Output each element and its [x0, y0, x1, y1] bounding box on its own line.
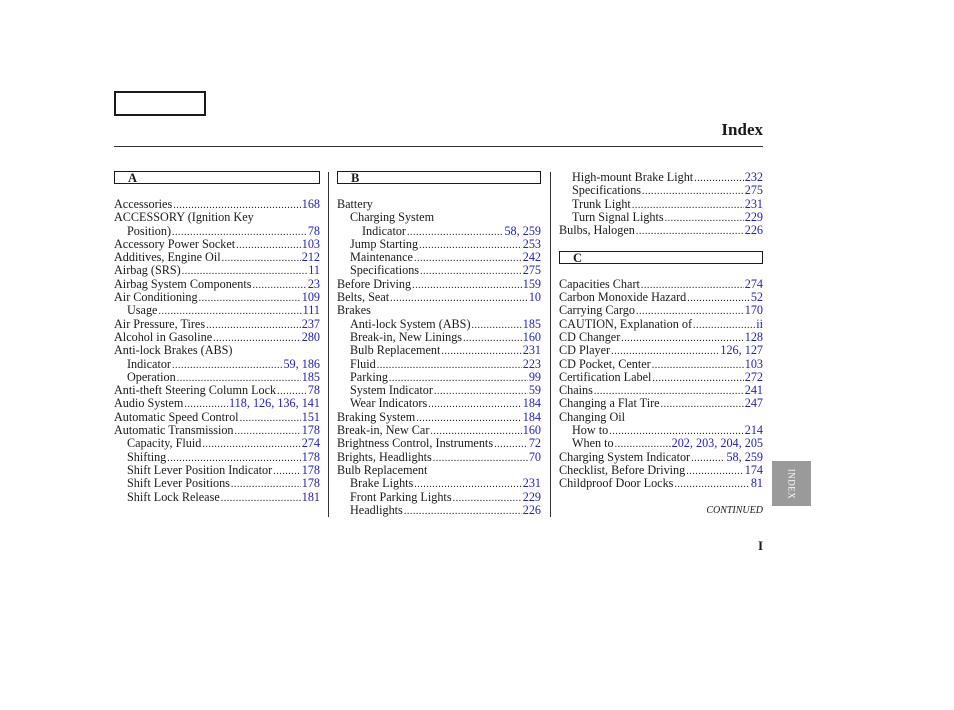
index-entry[interactable] [337, 384, 541, 397]
dot-leader [632, 199, 744, 211]
dot-leader [377, 359, 522, 371]
section-letter-header: B [337, 171, 541, 184]
page-reference-link[interactable]: 242 [522, 251, 541, 265]
dot-leader [273, 465, 301, 477]
header-box [114, 91, 206, 116]
dot-leader [433, 452, 528, 464]
dot-leader [430, 425, 521, 437]
page-title: Index [721, 120, 763, 139]
dot-leader [389, 372, 528, 384]
page-reference-link[interactable]: 253 [522, 237, 541, 251]
dot-leader [416, 412, 522, 424]
entry-text: Accessories [114, 198, 173, 211]
entry-text: Chains [559, 384, 593, 398]
dot-leader [693, 319, 755, 331]
index-entry[interactable] [337, 358, 541, 371]
page-reference-link[interactable]: 229 [744, 210, 763, 224]
index-entry[interactable] [114, 251, 320, 264]
dot-leader [420, 265, 522, 277]
entry-text: Capacities Chart [559, 277, 640, 291]
entry-text: Audio System [114, 397, 184, 411]
index-entry[interactable] [114, 437, 320, 450]
entry-text: Front Parking Lights [350, 490, 452, 504]
dot-leader [419, 239, 522, 251]
index-entry[interactable] [114, 424, 320, 437]
index-entry[interactable] [114, 238, 320, 251]
index-entry[interactable] [337, 264, 541, 277]
index-entry[interactable] [114, 264, 320, 277]
dot-leader [412, 279, 522, 291]
dot-leader [172, 359, 282, 371]
dot-leader [199, 292, 301, 304]
index-entry[interactable] [337, 371, 541, 384]
entry-text: Accessory Power Socket [114, 237, 236, 251]
page-reference-link[interactable]: 232 [744, 171, 763, 184]
entry-text: Indicator [127, 357, 171, 371]
dot-leader [609, 425, 743, 437]
index-entry[interactable] [559, 211, 763, 224]
page-reference-link[interactable]: 81 [750, 477, 763, 491]
index-entry[interactable] [337, 225, 541, 238]
page-reference-link[interactable]: 168 [301, 198, 320, 211]
index-entry[interactable] [337, 318, 541, 331]
index-entry[interactable] [114, 291, 320, 304]
entry-text: ACCESSORY (Ignition Key [114, 211, 254, 225]
entry-text: Trunk Light [572, 197, 631, 211]
index-side-tab[interactable] [772, 461, 811, 506]
dot-leader [235, 425, 301, 437]
page-reference-link[interactable]: 160 [522, 330, 541, 344]
entry-text: Bulbs, Halogen [559, 224, 635, 238]
index-entry [114, 211, 320, 224]
entry-text: Automatic Transmission [114, 424, 234, 438]
index-entry[interactable] [337, 331, 541, 344]
page-reference-link[interactable]: 11 [308, 264, 320, 278]
index-entry[interactable] [559, 437, 763, 450]
entry-text: Before Driving [337, 277, 412, 291]
dot-leader [441, 345, 521, 357]
dot-leader [434, 385, 528, 397]
page-reference-link[interactable]: 174 [744, 463, 763, 477]
index-entry[interactable] [559, 304, 763, 317]
entry-text: Brake Lights [350, 477, 414, 491]
dot-leader [621, 332, 743, 344]
dot-leader [414, 252, 522, 264]
entry-text: Shift Lever Positions [127, 477, 230, 491]
index-entry[interactable] [337, 291, 541, 304]
index-entry[interactable] [337, 238, 541, 251]
entry-text: Additives, Engine Oil [114, 251, 221, 265]
index-entry[interactable] [114, 397, 320, 410]
index-entry [337, 304, 541, 317]
page-reference-link[interactable]: 274 [301, 437, 320, 451]
page-reference-link[interactable]: 275 [522, 264, 541, 278]
entry-text: Changing a Flat Tire [559, 397, 660, 411]
dot-leader [636, 225, 744, 237]
index-entry [337, 198, 541, 211]
dot-leader [453, 492, 522, 504]
entry-text: CAUTION, Explanation of [559, 317, 693, 331]
index-entry [114, 344, 320, 357]
page-reference-link[interactable]: 103 [744, 357, 763, 371]
dot-leader [221, 492, 301, 504]
index-entry [337, 211, 541, 224]
page-reference-link[interactable]: 118, 126, 136, 141 [229, 397, 320, 411]
index-entry[interactable] [337, 477, 541, 490]
index-entry[interactable] [114, 358, 320, 371]
page-reference-link[interactable]: 59, 186 [283, 357, 320, 371]
page-reference-link[interactable]: 151 [301, 410, 320, 424]
page-reference-link[interactable]: 59 [528, 384, 541, 398]
continued-label: CONTINUED [706, 505, 763, 516]
index-entry[interactable] [114, 477, 320, 490]
index-entry[interactable] [337, 424, 541, 437]
entry-text: Charging System Indicator [559, 450, 691, 464]
entry-text: Airbag (SRS) [114, 264, 181, 278]
page-reference-link[interactable]: 78 [307, 384, 320, 398]
dot-leader [642, 185, 744, 197]
dot-leader [674, 478, 749, 490]
section-letter-header: A [114, 171, 320, 184]
entry-text: Certification Label [559, 370, 652, 384]
entry-text: Break-in, New Linings [350, 330, 463, 344]
dot-leader [641, 279, 744, 291]
page-reference-link[interactable]: 170 [744, 304, 763, 318]
dot-leader [472, 319, 522, 331]
index-entry[interactable] [559, 224, 763, 237]
entry-text: Carrying Cargo [559, 304, 635, 318]
dot-leader [222, 252, 301, 264]
page-reference-link[interactable]: 178 [301, 424, 320, 438]
entry-text: Bulb Replacement [350, 344, 441, 358]
page-reference-link[interactable]: ii [756, 317, 763, 331]
entry-text: Capacity, Fluid [127, 437, 202, 451]
dot-leader [236, 239, 301, 251]
index-entry[interactable] [337, 437, 541, 450]
dot-leader [686, 465, 743, 477]
index-entry [337, 464, 541, 477]
index-entry[interactable] [559, 291, 763, 304]
page-reference-link[interactable]: 223 [522, 357, 541, 371]
page-reference-link[interactable]: 185 [522, 317, 541, 331]
dot-leader [390, 292, 528, 304]
dot-leader [691, 452, 725, 464]
dot-leader [687, 292, 750, 304]
entry-text: Maintenance [350, 251, 413, 265]
page-reference-link[interactable]: 178 [301, 477, 320, 491]
dot-leader [167, 452, 300, 464]
column-divider [550, 172, 551, 517]
entry-text: Shift Lock Release [127, 490, 220, 504]
entry-text: Changing Oil [559, 410, 626, 424]
entry-text: Air Conditioning [114, 291, 198, 305]
page-reference-link[interactable]: 109 [301, 291, 320, 305]
entry-text: Break-in, New Car [337, 424, 430, 438]
page-reference-link[interactable]: 181 [301, 490, 320, 504]
dot-leader [213, 332, 301, 344]
entry-text: High-mount Brake Light [572, 171, 694, 184]
dot-leader [277, 385, 307, 397]
dot-leader [184, 398, 228, 410]
dot-leader [494, 438, 528, 450]
page-reference-link[interactable]: 10 [528, 291, 541, 305]
dot-leader [652, 372, 743, 384]
dot-leader [240, 412, 301, 424]
index-entry[interactable] [114, 318, 320, 331]
index-entry[interactable] [559, 451, 763, 464]
page-reference-link[interactable]: 247 [744, 397, 763, 411]
index-entry[interactable] [559, 424, 763, 437]
entry-text: CD Changer [559, 330, 621, 344]
entry-text: Anti-lock System (ABS) [350, 317, 471, 331]
dot-leader [652, 359, 744, 371]
page-reference-link[interactable]: 237 [301, 317, 320, 331]
page-reference-link[interactable]: 99 [528, 370, 541, 384]
index-entry[interactable] [559, 171, 763, 184]
page-reference-link[interactable]: 178 [301, 450, 320, 464]
index-entry[interactable] [559, 278, 763, 291]
index-entry[interactable] [337, 397, 541, 410]
index-entry[interactable] [337, 504, 541, 517]
index-entry[interactable] [337, 344, 541, 357]
page-reference-link[interactable]: 226 [744, 224, 763, 238]
dot-leader [206, 319, 301, 331]
entry-text: Checklist, Before Driving [559, 463, 686, 477]
entry-text: Airbag System Components [114, 277, 252, 291]
dot-leader [463, 332, 522, 344]
index-column-c [559, 171, 763, 491]
index-entry[interactable] [337, 411, 541, 424]
entry-text: Anti-theft Steering Column Lock [114, 384, 277, 398]
spacer [559, 237, 763, 250]
entry-text: Brakes [337, 304, 371, 318]
entry-text: Shifting [127, 450, 167, 464]
section-letter-header: C [559, 251, 763, 264]
entry-text: System Indicator [350, 384, 433, 398]
index-entry [559, 411, 763, 424]
dot-leader [594, 385, 744, 397]
page-reference-link[interactable]: 70 [528, 450, 541, 464]
dot-leader [694, 172, 744, 184]
entry-text: Braking System [337, 410, 416, 424]
page-reference-link[interactable]: 58, 259 [726, 450, 763, 464]
side-tab-label: INDEX [786, 468, 797, 499]
dot-leader [661, 398, 744, 410]
index-entry[interactable] [559, 371, 763, 384]
entry-text: When to [572, 437, 614, 451]
entry-text: Carbon Monoxide Hazard [559, 291, 687, 305]
index-column-b [337, 171, 541, 517]
index-entry[interactable] [114, 451, 320, 464]
page-reference-link[interactable]: 231 [744, 197, 763, 211]
page-reference-link[interactable]: 178 [301, 463, 320, 477]
page-reference-link[interactable]: 128 [744, 330, 763, 344]
page-reference-link[interactable]: 78 [307, 224, 320, 238]
index-entry[interactable] [337, 491, 541, 504]
entry-text: Indicator [362, 224, 406, 238]
entry-text: CD Pocket, Center [559, 357, 651, 371]
index-entry[interactable] [337, 278, 541, 291]
index-entry[interactable] [559, 358, 763, 371]
index-entry[interactable] [559, 318, 763, 331]
index-entry[interactable] [114, 225, 320, 238]
page-reference-link[interactable]: 280 [301, 330, 320, 344]
dot-leader [615, 438, 671, 450]
page-reference-link[interactable]: 229 [522, 490, 541, 504]
dot-leader [172, 226, 307, 238]
entry-text: Headlights [350, 503, 403, 517]
page-reference-link[interactable]: 202, 203, 204, 205 [671, 437, 763, 451]
entry-text: Anti-lock Brakes (ABS) [114, 344, 233, 358]
page-reference-link[interactable]: 212 [301, 251, 320, 265]
dot-leader [611, 345, 719, 357]
entry-text: Operation [127, 370, 176, 384]
entry-text: Battery [337, 198, 373, 211]
dot-leader [177, 372, 301, 384]
index-entry[interactable] [337, 251, 541, 264]
entry-text: Specifications [572, 184, 642, 198]
entry-text: Position) [127, 224, 172, 238]
entry-text: Alcohol in Gasoline [114, 330, 213, 344]
page-reference-link[interactable]: 274 [744, 277, 763, 291]
entry-text: Charging System [350, 211, 435, 225]
index-entry[interactable] [114, 278, 320, 291]
index-entry[interactable] [559, 184, 763, 197]
index-entry[interactable] [559, 464, 763, 477]
dot-leader [428, 398, 522, 410]
index-entry[interactable] [559, 384, 763, 397]
page-reference-link[interactable]: 103 [301, 237, 320, 251]
entry-text: Specifications [350, 264, 420, 278]
index-entry[interactable] [114, 491, 320, 504]
page-reference-link[interactable]: 185 [301, 370, 320, 384]
dot-leader [665, 212, 744, 224]
page-number: I [757, 538, 763, 553]
page-reference-link[interactable]: 184 [522, 410, 541, 424]
index-entry[interactable] [559, 331, 763, 344]
entry-text: Bulb Replacement [337, 463, 428, 477]
index-entry[interactable] [559, 397, 763, 410]
entry-text: Turn Signal Lights [572, 210, 664, 224]
dot-leader [414, 478, 521, 490]
index-entry[interactable] [337, 451, 541, 464]
index-entry[interactable] [114, 198, 320, 211]
index-entry[interactable] [559, 198, 763, 211]
dot-leader [231, 478, 301, 490]
entry-text: CD Player [559, 344, 611, 358]
entry-text: Wear Indicators [350, 397, 428, 411]
entry-text: Air Pressure, Tires [114, 317, 206, 331]
index-entry[interactable] [114, 411, 320, 424]
page-reference-link[interactable]: 72 [528, 437, 541, 451]
dot-leader [202, 438, 300, 450]
entry-text: Jump Starting [350, 237, 419, 251]
entry-text: Parking [350, 370, 388, 384]
page-reference-link[interactable]: 226 [522, 503, 541, 517]
title-divider [114, 146, 763, 147]
dot-leader [182, 265, 308, 277]
dot-leader [252, 279, 306, 291]
dot-leader [407, 226, 503, 238]
index-entry[interactable] [114, 371, 320, 384]
column-divider [328, 172, 329, 517]
dot-leader [158, 305, 301, 317]
entry-text: Childproof Door Locks [559, 477, 674, 491]
entry-text: Automatic Speed Control [114, 410, 239, 424]
entry-text: Belts, Seat [337, 291, 390, 305]
page-reference-link[interactable]: 231 [522, 344, 541, 358]
page-reference-link[interactable]: 159 [522, 277, 541, 291]
index-entry[interactable] [114, 304, 320, 317]
index-entry[interactable] [114, 384, 320, 397]
page-reference-link[interactable]: 272 [744, 370, 763, 384]
entry-text: Usage [127, 304, 158, 318]
page-reference-link[interactable]: 126, 127 [720, 344, 763, 358]
page-reference-link[interactable]: 241 [744, 384, 763, 398]
page-reference-link[interactable]: 52 [750, 291, 763, 305]
entry-text: Shift Lever Position Indicator [127, 463, 273, 477]
entry-text: Brights, Headlights [337, 450, 432, 464]
index-entry[interactable] [559, 344, 763, 357]
index-entry[interactable] [559, 477, 763, 490]
page-reference-link[interactable]: 275 [744, 184, 763, 198]
index-column-a [114, 171, 320, 504]
entry-text: How to [572, 424, 609, 438]
page-reference-link[interactable]: 160 [522, 424, 541, 438]
dot-leader [636, 305, 744, 317]
dot-leader [173, 199, 301, 211]
page-reference-link[interactable]: 58, 259 [504, 224, 541, 238]
index-entry[interactable] [114, 464, 320, 477]
page-reference-link[interactable]: 23 [307, 277, 320, 291]
page-reference-link[interactable]: 214 [744, 424, 763, 438]
entry-text: Brightness Control, Instruments [337, 437, 494, 451]
dot-leader [404, 505, 522, 517]
index-entry[interactable] [114, 331, 320, 344]
page-reference-link[interactable]: 231 [522, 477, 541, 491]
page-reference-link[interactable]: 111 [302, 304, 320, 318]
entry-text: Fluid [350, 357, 376, 371]
page-reference-link[interactable]: 184 [522, 397, 541, 411]
